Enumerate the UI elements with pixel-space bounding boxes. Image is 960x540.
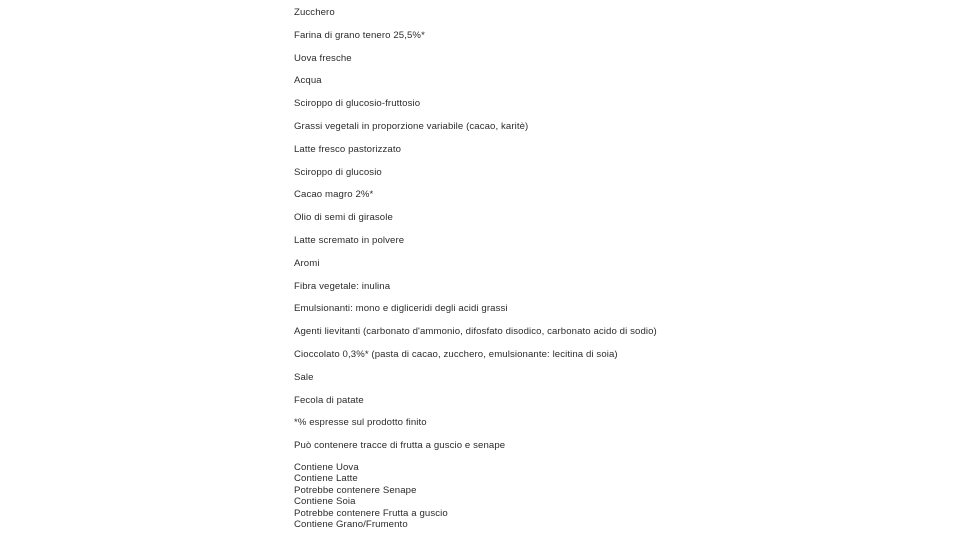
allergen-item: Contiene Soia: [294, 496, 356, 508]
ingredient-item: Latte scremato in polvere: [294, 234, 405, 246]
allergen-item: Potrebbe contenere Frutta a guscio: [294, 507, 448, 519]
ingredient-item: Uova fresche: [294, 52, 352, 64]
ingredient-item: Acqua: [294, 75, 322, 87]
allergen-item: Potrebbe contenere Senape: [294, 484, 417, 496]
ingredient-item: Olio di semi di girasole: [294, 212, 393, 224]
allergen-item: Contiene Latte: [294, 473, 358, 485]
ingredient-item: Latte fresco pastorizzato: [294, 143, 402, 155]
ingredient-item: Cioccolato 0,3%* (pasta di cacao, zucchero, emulsionante: lecitina di soia): [294, 348, 618, 360]
percent-note: *% espresse sul prodotto finito: [294, 417, 427, 429]
ingredient-item: Farina di grano tenero 25,5%*: [294, 29, 425, 41]
ingredient-item: Cacao magro 2%*: [294, 189, 374, 201]
ingredient-item: Zucchero: [294, 7, 335, 18]
notes-section: [294, 416, 914, 462]
ingredients-list: [294, 6, 914, 530]
ingredient-item: Sciroppo di glucosio: [294, 166, 382, 178]
allergens-list: [294, 462, 914, 530]
ingredient-item: Sale: [294, 371, 314, 383]
ingredient-item: Fecola di patate: [294, 394, 364, 406]
ingredient-item: Sciroppo di glucosio-fruttosio: [294, 98, 421, 110]
allergen-item: Contiene Uova: [294, 461, 359, 473]
ingredient-item: Grassi vegetali in proporzione variabile (cacao, karitè): [294, 120, 529, 132]
traces-note: Può contenere tracce di frutta a guscio e senape: [294, 440, 506, 452]
ingredient-item: Aromi: [294, 257, 320, 269]
allergen-item: Contiene Grano/Frumento: [294, 518, 408, 530]
ingredient-item: Emulsionanti: mono e digliceridi degli acidi grassi: [294, 303, 508, 315]
ingredient-item: Agenti lievitanti (carbonato d'ammonio, difosfato disodico, carbonato acido di sodio): [294, 326, 657, 338]
ingredient-item: Fibra vegetale: inulina: [294, 280, 391, 292]
